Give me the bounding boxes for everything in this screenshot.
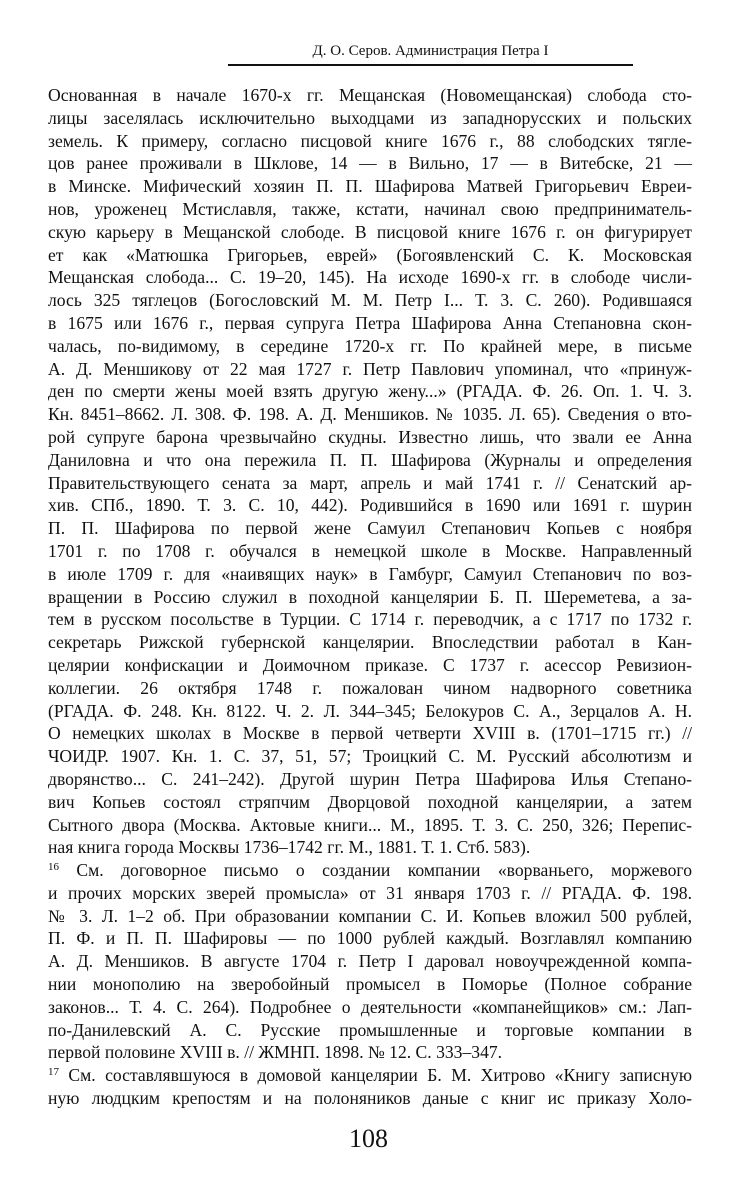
line-text: ная книга города Москвы 1736–1742 гг. М., 1881. Т. 1. Стб. 583). xyxy=(48,837,531,858)
line-text: и прочих морских зверей промысла» от 31 января 1703 г. // РГАДА. Ф. 198. xyxy=(48,882,692,903)
text-line xyxy=(48,950,692,973)
text-line xyxy=(48,380,692,403)
text-line xyxy=(48,289,692,312)
line-text: в 1675 или 1676 г., первая супруга Петра Шафирова Анна Степановна скон- xyxy=(48,312,692,333)
text-line xyxy=(48,540,692,563)
body-text xyxy=(48,84,692,1110)
text-line xyxy=(48,198,692,221)
text-line xyxy=(48,152,692,175)
text-line xyxy=(48,791,692,814)
line-text: вращении в Россию служил в походной канцелярии Б. П. Шереметева, а за- xyxy=(48,586,692,607)
line-text: П. Ф. и П. П. Шафировы — по 1000 рублей каждый. Возглавлял компанию xyxy=(48,928,692,949)
text-line xyxy=(48,426,692,449)
line-text: вич Копьев состоял стряпчим Дворцовой походной канцелярии, а затем xyxy=(48,791,692,812)
line-text: Сытного двора (Москва. Актовые книги... М., 1895. Т. 3. С. 250, 326; Перепис- xyxy=(48,814,692,835)
line-text: коллегии. 26 октября 1748 г. пожалован чином надворного советника xyxy=(48,677,692,698)
line-text: законов... Т. 4. С. 264). Подробнее о деятельности «компанейщиков» см.: Лап- xyxy=(48,996,692,1017)
line-text: ную людцким крепостям и на полоняников даные с книг ис приказу Холо- xyxy=(48,1088,692,1109)
line-text: См. составлявшуюся в домовой канцелярии Б. М. Хитрово «Книгу записную xyxy=(59,1065,692,1086)
footnote-marker: 16 xyxy=(48,861,59,874)
line-text: А. Д. Меншикову от 22 мая 1727 г. Петр Павлович упоминал, что «принуж- xyxy=(48,358,692,379)
line-text: № 3. Л. 1–2 об. При образовании компании С. И. Копьев вложил 500 рублей, xyxy=(48,905,692,926)
text-line xyxy=(48,677,692,700)
text-line xyxy=(48,1041,692,1064)
footnote-marker: 17 xyxy=(48,1066,59,1079)
line-text: О немецких школах в Москве в первой четверти XVIII в. (1701–1715 гг.) // xyxy=(48,723,692,744)
line-text: ден по смерти жены моей взять другую жену...» (РГАДА. Ф. 26. Оп. 1. Ч. 3. xyxy=(48,381,692,402)
page-number: 108 xyxy=(349,1124,388,1153)
text-line xyxy=(48,1064,692,1087)
text-line xyxy=(48,586,692,609)
text-line xyxy=(48,905,692,928)
text-line xyxy=(48,745,692,768)
line-text: тем в русском посольстве в Турции. С 1714 г. переводчик, а с 1717 по 1732 г. xyxy=(48,609,692,630)
text-line xyxy=(48,130,692,153)
text-line xyxy=(48,84,692,107)
text-line xyxy=(48,608,692,631)
line-text: скую карьеру в Мещанской слободе. В писцовой книге 1676 г. он фигурирует xyxy=(48,221,692,242)
line-text: нии монополию на зверобойный промысел в Поморье (Полное собрание xyxy=(48,974,692,995)
line-text: Правительствующего сената за март, апрель и май 1741 г. // Сенатский ар- xyxy=(48,472,692,493)
line-text: П. П. Шафирова по первой жене Самуил Степанович Копьев с ноября xyxy=(48,518,692,539)
text-line xyxy=(48,472,692,495)
text-line xyxy=(48,563,692,586)
running-head: Д. О. Серов. Администрация Петра I xyxy=(228,42,633,66)
line-text: ет как «Матюшка Григорьев, еврей» (Богоявленский С. К. Московская xyxy=(48,244,692,265)
line-text: секретарь Рижской губернской канцелярии. Впоследствии работал в Кан- xyxy=(48,632,692,653)
line-text: См. договорное письмо о создании компании «ворваньего, моржевого xyxy=(59,860,692,881)
text-line xyxy=(48,517,692,540)
text-line xyxy=(48,859,692,882)
text-line xyxy=(48,312,692,335)
line-text: хив. СПб., 1890. Т. 3. С. 10, 442). Родившийся в 1690 или 1691 г. шурин xyxy=(48,495,692,516)
text-line xyxy=(48,836,692,859)
text-line xyxy=(48,996,692,1019)
line-text: Основанная в начале 1670-х гг. Мещанская (Новомещанская) слобода сто- xyxy=(48,85,692,105)
line-text: цов ранее проживали в Шклове, 14 — в Вильно, 17 — в Витебске, 21 — xyxy=(48,153,692,174)
text-line xyxy=(48,107,692,130)
line-text: целярии конфискации и Доимочном приказе. С 1737 г. асессор Ревизион- xyxy=(48,654,692,675)
text-line xyxy=(48,882,692,905)
text-line xyxy=(48,631,692,654)
line-text: А. Д. Меншиков. В августе 1704 г. Петр I даровал новоучрежденной компа- xyxy=(48,951,692,972)
text-line xyxy=(48,335,692,358)
line-text: дворянство... С. 241–242). Другой шурин Петра Шафирова Илья Степано- xyxy=(48,768,692,789)
line-text: первой половине XVIII в. // ЖМНП. 1898. № 12. С. 333–347. xyxy=(48,1042,503,1063)
text-line xyxy=(48,654,692,677)
text-line xyxy=(48,403,692,426)
line-text: в Минске. Мифический хозяин П. П. Шафирова Матвей Григорьевич Евреи- xyxy=(48,176,692,197)
text-line xyxy=(48,175,692,198)
line-text: лось 325 тяглецов (Богословский М. М. Петр I... Т. 3. С. 260). Родившаяся xyxy=(48,290,692,311)
line-text: рой супруге барона чрезвычайно скудны. Известно лишь, что звали ее Анна xyxy=(48,426,692,447)
line-text: в июле 1709 г. для «наивящих наук» в Гамбург, Самуил Степанович по воз- xyxy=(48,563,692,584)
text-line xyxy=(48,927,692,950)
text-line xyxy=(48,1087,692,1110)
line-text: чалась, по-видимому, в середине 1720-х гг. По крайней мере, в письме xyxy=(48,335,692,356)
text-line xyxy=(48,494,692,517)
line-text: Даниловна и что она пережила П. П. Шафирова (Журналы и определения xyxy=(48,449,692,470)
text-line xyxy=(48,244,692,267)
line-text: по-Данилевский А. С. Русские промышленные и торговые компании в xyxy=(48,1019,692,1040)
line-text: лицы заселялась исключительно выходцами из западнорусских и польских xyxy=(48,107,692,128)
line-text: нов, уроженец Мстиславля, также, кстати, начинал свою предприниматель- xyxy=(48,198,692,219)
text-line xyxy=(48,1019,692,1042)
text-line xyxy=(48,722,692,745)
line-text: 1701 г. по 1708 г. обучался в немецкой школе в Москве. Направленный xyxy=(48,540,692,561)
line-text: Мещанская слобода... С. 19–20, 145). На исходе 1690-х гг. в слободе числи- xyxy=(48,267,692,288)
line-text: (РГАДА. Ф. 248. Кн. 8122. Ч. 2. Л. 344–345; Белокуров С. А., Зерцалов А. Н. xyxy=(48,700,692,721)
text-line xyxy=(48,973,692,996)
text-line xyxy=(48,814,692,837)
text-line xyxy=(48,221,692,244)
text-line xyxy=(48,449,692,472)
line-text: земель. К примеру, согласно писцовой книге 1676 г., 88 слободских тягле- xyxy=(48,130,692,151)
text-line xyxy=(48,700,692,723)
text-line xyxy=(48,266,692,289)
line-text: Кн. 8451–8662. Л. 308. Ф. 198. А. Д. Меншиков. № 1035. Л. 65). Сведения о вто- xyxy=(48,404,692,425)
text-line xyxy=(48,358,692,381)
line-text: ЧОИДР. 1907. Кн. 1. С. 37, 51, 57; Троицкий С. М. Русский абсолютизм и xyxy=(48,746,692,767)
text-line xyxy=(48,768,692,791)
